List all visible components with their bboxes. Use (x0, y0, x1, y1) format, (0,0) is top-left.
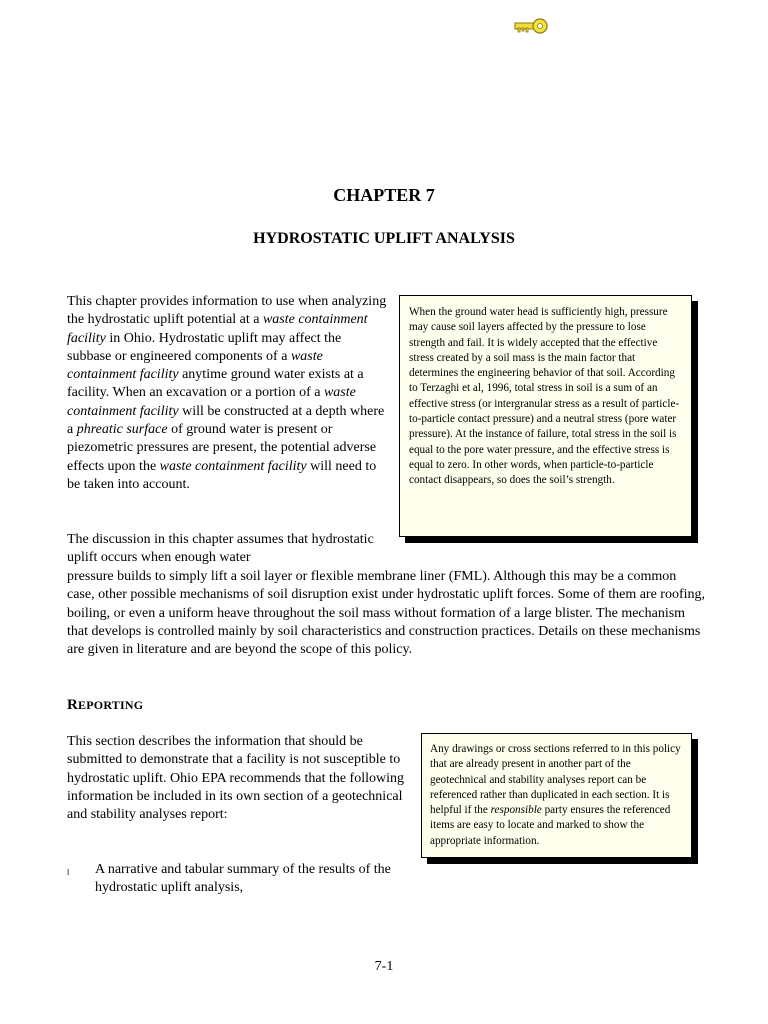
reporting-paragraph: This section describes the information that should be submitted to demonstrate that a facility is not susceptible to hydrostatic uplift. Ohio EPA recommends that the following information be included in its own section of a geotechnical and stability analyses report: (67, 734, 404, 823)
list-item-text: A narrative and tabular summary of the results of the hydrostatic uplift analysis, (95, 862, 391, 896)
section-heading-reporting: REPORTING (67, 697, 144, 713)
chapter-subtitle: HYDROSTATIC UPLIFT ANALYSIS (253, 230, 515, 247)
key-icon (514, 15, 548, 37)
discussion-paragraph-continued: pressure builds to simply lift a soil layer or flexible membrane liner (FML). Although this may be a common case, other possible mechanisms of soil disruption exist under hydrostatic uplift forces. Some of them are roofing, boiling, or even a uniform heave throughout the soil mass without formation of a large blister. The mechanism that develops is controlled mainly by soil characteristics and construction practices. Details on these mechanisms are given in literature and are beyond the scope of this policy. (67, 569, 706, 658)
sidebar-text: When the ground water head is sufficiently high, pressure may cause soil layers affected by the pressure to lose strength and fail. It is widely accepted that the effective stress created by a soil mass is the main factor that determines the engineering behavior of that soil. According to Terzaghi et al, 1996, total stress in soil is a sum of an effective stress (or intergranular stress as a result of particle-to-particle contact pressure) and a neutral stress (pore water pressure). At the instance of failure, total stress in the soil is equal to the pore water pressure, and the effective stress is equal to zero. In other words, when particle-to-particle contact disappears, so does the soil’s strength. (409, 306, 680, 487)
chapter-title: CHAPTER 7 (333, 185, 435, 205)
discussion-paragraph-start: The discussion in this chapter assumes that hydrostatic uplift occurs when enough water (67, 532, 374, 566)
bullet-marker: l (67, 868, 70, 877)
sidebar-note-effective-stress (399, 295, 692, 537)
page-number: 7-1 (374, 959, 394, 974)
sidebar-note-drawings: Any drawings or cross sections referred to in this policy that are already present in another part of the geotechnical and stability analyses report can be referenced rather than duplicated in each section. It is helpful if the responsible party ensures the referenced items are easy to locate and marked to show the appropriate information. (421, 733, 692, 858)
intro-paragraph: This chapter provides information to use when analyzing the hydrostatic uplift potential at a waste containment facility in Ohio. Hydrostatic uplift may affect the subbase or engineered components of a waste containment facility anytime ground water exists at a facility. When an excavation or a portion of a waste containment facility will be constructed at a depth where a phreatic surface of ground water is present or piezometric pressures are present, the potential adverse effects upon the waste containment facility will need to be taken into account. (67, 294, 387, 492)
